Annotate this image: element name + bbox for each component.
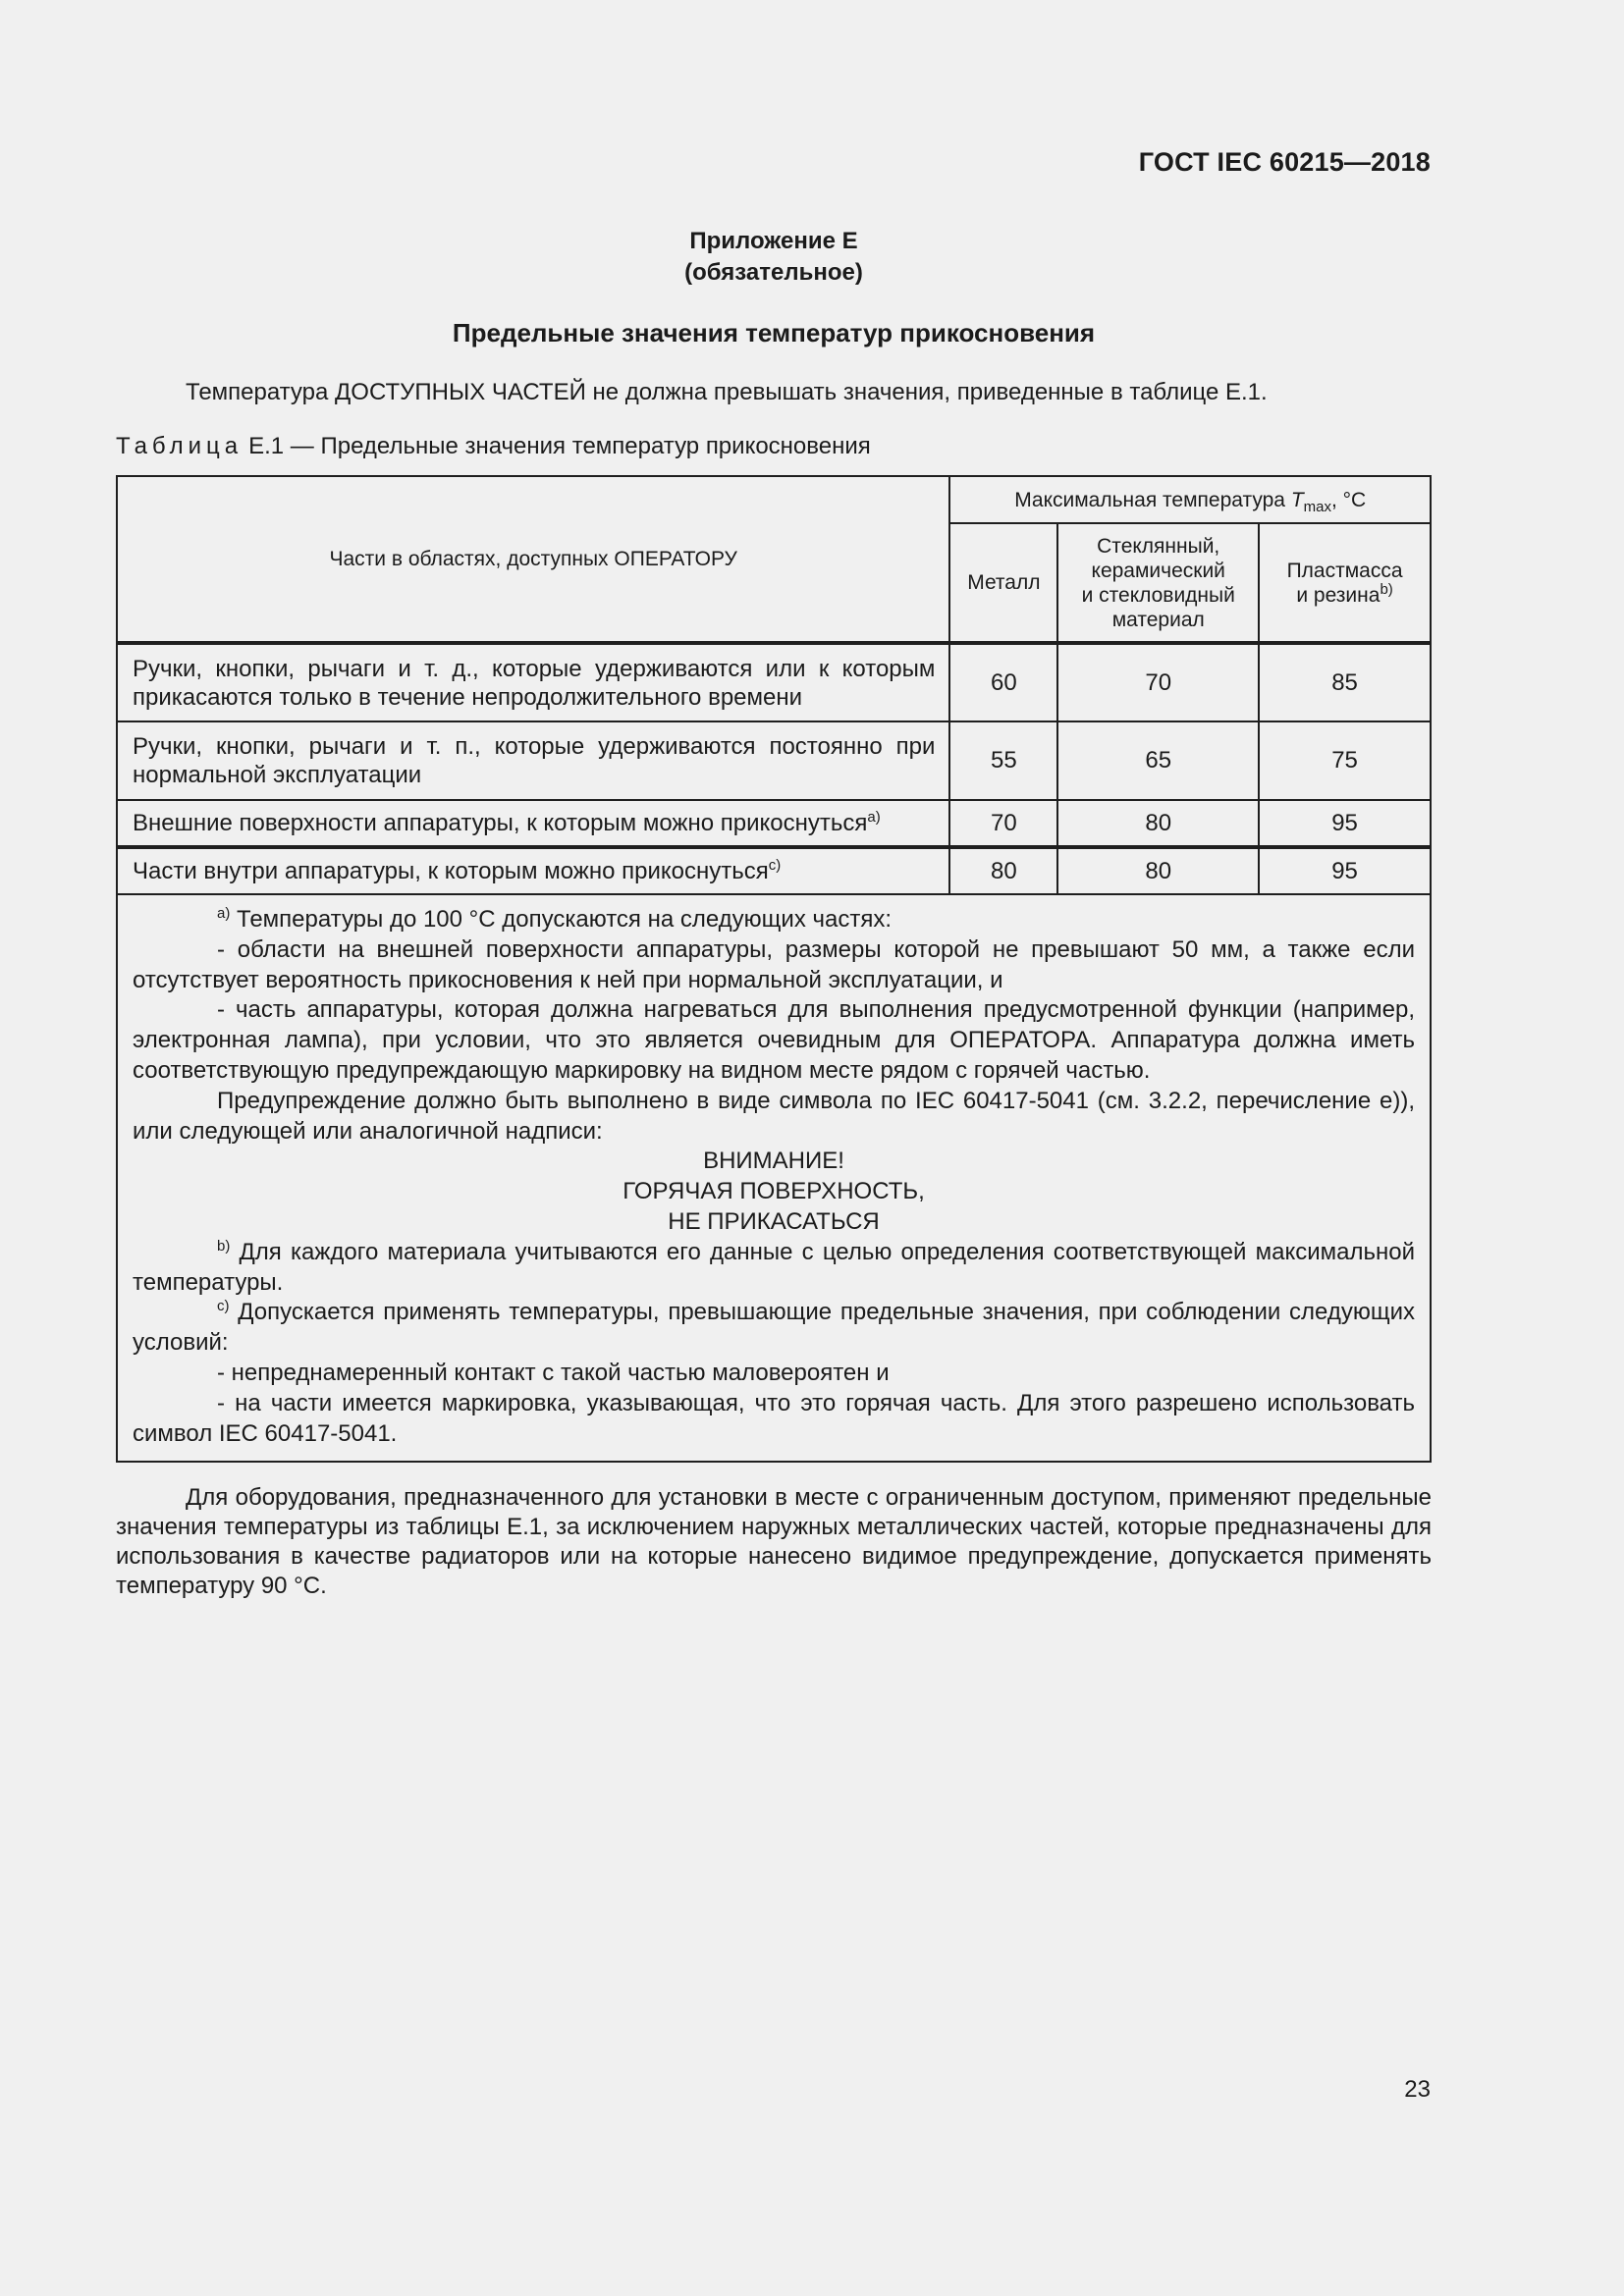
header-max-temperature [949,476,1431,523]
warning-line: ВНИМАНИЕ! [703,1148,844,1175]
footnote-a [133,905,1415,935]
footnote-mark: b) [217,1237,231,1255]
warning-line: ГОРЯЧАЯ ПОВЕРХНОСТЬ, [623,1178,925,1205]
cell-metal: 60 [949,643,1057,721]
header-max-symbol: T [1290,488,1304,511]
footnote-mark: c) [217,1298,230,1315]
table-row [117,643,1431,721]
footnote-a-warning-intro: Предупреждение должно быть выполнено в виде символа по IEC 60417-5041 (см. 3.2.2, перечисление е)), или следующей или аналогичной надписи: [133,1087,1415,1145]
cell-glass: 70 [1057,643,1259,721]
intro-paragraph: Температура ДОСТУПНЫХ ЧАСТЕЙ не должна превышать значения, приведенные в таблице Е.1. [186,379,1268,405]
annex-heading [0,226,1547,289]
cell-plastic: 95 [1259,847,1431,894]
footnote-mark: a) [217,905,231,922]
footnote-a-item: - области на внешней поверхности аппаратуры, размеры которой не превышают 50 мм, а также если отсутствует вероятность прикосновения к ней при нормальной эксплуатации, и [133,935,1415,993]
cell-plastic: 75 [1259,721,1431,800]
row-description: Ручки, кнопки, рычаги и т. д., которые удерживаются или к которым прикасаются только в течение непродолжительного времени [117,643,949,721]
header-glass [1057,523,1259,643]
header-glass-line: и стекловидный [1081,583,1235,607]
header-metal: Металл [949,523,1057,643]
table-row [117,800,1431,847]
cell-metal: 70 [949,800,1057,847]
header-plastic-line: Пластмасса [1286,559,1403,582]
footnote-c [133,1298,1415,1359]
header-plastic-line: и резина [1296,583,1380,607]
header-glass-line: материал [1111,608,1205,631]
closing-paragraph [116,1483,1432,1601]
header-max-prefix: Максимальная температура [1014,488,1291,511]
table-caption-text: Е.1 — Предельные значения температур прикосновения [248,433,871,459]
cell-glass: 65 [1057,721,1259,800]
header-plastic [1259,523,1431,643]
header-max-subscript: max [1303,498,1331,515]
table-footnotes [117,894,1431,1462]
annex-title: Приложение Е [689,228,858,254]
footnote-mark: b) [1380,580,1393,598]
footnote-c-item: - на части имеется маркировка, указывающая, что это горячая часть. Для этого разрешено использовать символ IEC 60417-5041. [133,1389,1415,1447]
table-row [117,847,1431,894]
cell-glass: 80 [1057,847,1259,894]
temperature-limits-table [116,475,1432,1463]
cell-glass: 80 [1057,800,1259,847]
header-max-unit: , °C [1330,488,1367,511]
row-description: Ручки, кнопки, рычаги и т. п., которые удерживаются постоянно при нормальной эксплуатации [117,721,949,800]
row-description [117,847,949,894]
footnote-a-text: Температуры до 100 °С допускаются на следующих частях: [230,906,893,933]
footnote-mark: a) [867,809,881,826]
footnote-c-text: Допускается применять температуры, превышающие предельные значения, при соблюдении следующих условий: [133,1299,1415,1357]
footnote-a-item: - часть аппаратуры, которая должна нагреваться для выполнения предусмотренной функции (например, электронная лампа), при условии, что это является очевидным для ОПЕРАТОРА. Аппаратура должна иметь соответствующую предупреждающую маркировку на видном месте рядом с горячей частью. [133,996,1415,1084]
header-parts [117,476,949,643]
annex-status: (обязательное) [684,259,863,286]
table-caption [116,433,871,460]
header-glass-line: Стеклянный, [1097,534,1220,558]
table-row [117,721,1431,800]
cell-metal: 55 [949,721,1057,800]
document-header: ГОСТ IEC 60215—2018 [1138,147,1431,177]
warning-line: НЕ ПРИКАСАТЬСЯ [668,1207,880,1235]
header-parts-label: Части в областях, доступных ОПЕРАТОРУ [329,548,737,570]
footnote-b [133,1238,1415,1299]
table-caption-word: Таблица [116,433,244,459]
header-glass-line: керамический [1091,559,1225,582]
row-description-text: Внешние поверхности аппаратуры, к которым можно прикоснуться [133,810,868,836]
cell-plastic: 95 [1259,800,1431,847]
section-title: Предельные значения температур прикосновения [452,318,1096,347]
row-description-text: Части внутри аппаратуры, к которым можно прикоснуться [133,858,769,884]
footnote-mark: c) [768,857,782,874]
page-number: 23 [1404,2076,1431,2103]
cell-plastic: 85 [1259,643,1431,721]
footnote-b-text: Для каждого материала учитываются его данные с целью определения соответствующей максимальной температуры. [133,1238,1415,1296]
footnote-c-item: - непреднамеренный контакт с такой частью маловероятен и [217,1359,890,1386]
cell-metal: 80 [949,847,1057,894]
closing-text: Для оборудования, предназначенного для установки в месте с ограниченным доступом, применяют предельные значения температуры из таблицы Е.1, за исключением наружных металлических частей, которые предназначены для использования в качестве радиаторов или на которые нанесено видимое предупреждение, допускается применять температуру 90 °С. [116,1484,1432,1599]
row-description [117,800,949,847]
